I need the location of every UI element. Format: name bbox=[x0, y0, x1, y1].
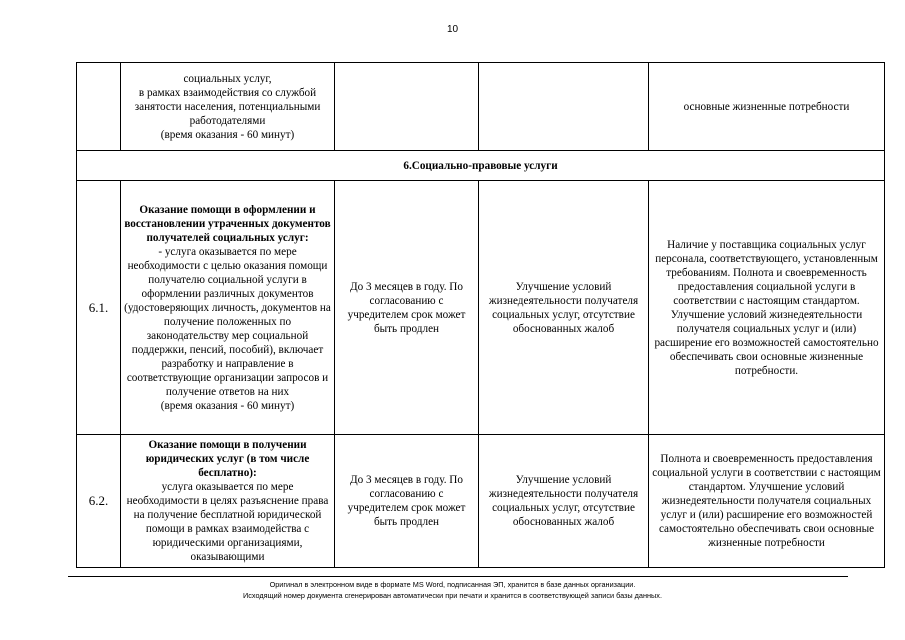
cell-num bbox=[77, 63, 121, 151]
cell-service: социальных услуг, в рамках взаимодействия со службой занятости населения, потенциальными работодателями (время оказания - 60 минут) bbox=[121, 63, 335, 151]
service-text: услуга оказывается по мере необходимости в целях разъяснение права на получение бесплатной юридической помощи в рамках взаимодейства с юридическими организациями, оказывающими bbox=[126, 481, 329, 563]
footer-divider bbox=[68, 576, 848, 577]
cell-term: До 3 месяцев в году. По согласованию с учредителем срок может быть продлен bbox=[335, 181, 479, 435]
section-row bbox=[77, 151, 885, 181]
service-title: Оказание помощи в получении юридических услуг (в том числе бесплатно): bbox=[145, 439, 310, 479]
service-text: - услуга оказывается по мере необходимости с целью оказания помощи получателю социальной услуги в оформлении различных документов (удостоверяющих личность, документов на получение положенных по законодательству мер социальной поддержки, пенсий, пособий), включает разработку и направление в соответствующие организации запросов и получение ответов на них (время оказания - 60 минут) bbox=[124, 245, 331, 412]
footer-line-1: Оригинал в электронном виде в формате MS Word, подписанная ЭП, хранится в базе данных организации. bbox=[269, 580, 636, 589]
cell-term bbox=[335, 63, 479, 151]
cell-result bbox=[479, 63, 649, 151]
table-row bbox=[77, 435, 885, 568]
cell-conditions: Наличие у поставщика социальных услуг персонала, соответствующего, установленным требованиям. Полнота и своевременность предоставления социальной услуги в соответствии с настоящим стандартом. Улучшение условий жизнедеятельности получателя социальных услуг и (или) расширение его возможностей самостоятельно обеспечивать свои основные жизненные потребности. bbox=[649, 181, 885, 435]
table-row bbox=[77, 63, 885, 151]
cell-service bbox=[121, 435, 335, 568]
section-title bbox=[77, 151, 885, 181]
footer-line-2: Исходящий номер документа сгенерирован автоматически при печати и хранится в соответствующей записи базы данных. bbox=[243, 591, 662, 600]
cell-term: До 3 месяцев в году. По согласованию с учредителем срок может быть продлен bbox=[335, 435, 479, 568]
cell-num: 6.2. bbox=[77, 435, 121, 568]
service-title: Оказание помощи в оформлении и восстановлении утраченных документов получателей социальных услуг: bbox=[124, 203, 331, 244]
table-row bbox=[77, 181, 885, 435]
page-number: 10 bbox=[446, 24, 459, 35]
standards-table bbox=[76, 62, 885, 568]
cell-result: Улучшение условий жизнедеятельности получателя социальных услуг, отсутствие обоснованных жалоб bbox=[479, 435, 649, 568]
section-title-text: 6.Социально-правовые услуги bbox=[403, 159, 558, 172]
cell-conditions: основные жизненные потребности bbox=[649, 63, 885, 151]
cell-conditions: Полнота и своевременность предоставления социальной услуги в соответствии с настоящим стандартом. Улучшение условий жизнедеятельности получателя социальных услуг и (или) расширение его возможностей самостоятельно обеспечивать свои основные жизненные потребности bbox=[649, 435, 885, 568]
cell-result: Улучшение условий жизнедеятельности получателя социальных услуг, отсутствие обоснованных жалоб bbox=[479, 181, 649, 435]
cell-num: 6.1. bbox=[77, 181, 121, 435]
cell-service bbox=[121, 181, 335, 435]
